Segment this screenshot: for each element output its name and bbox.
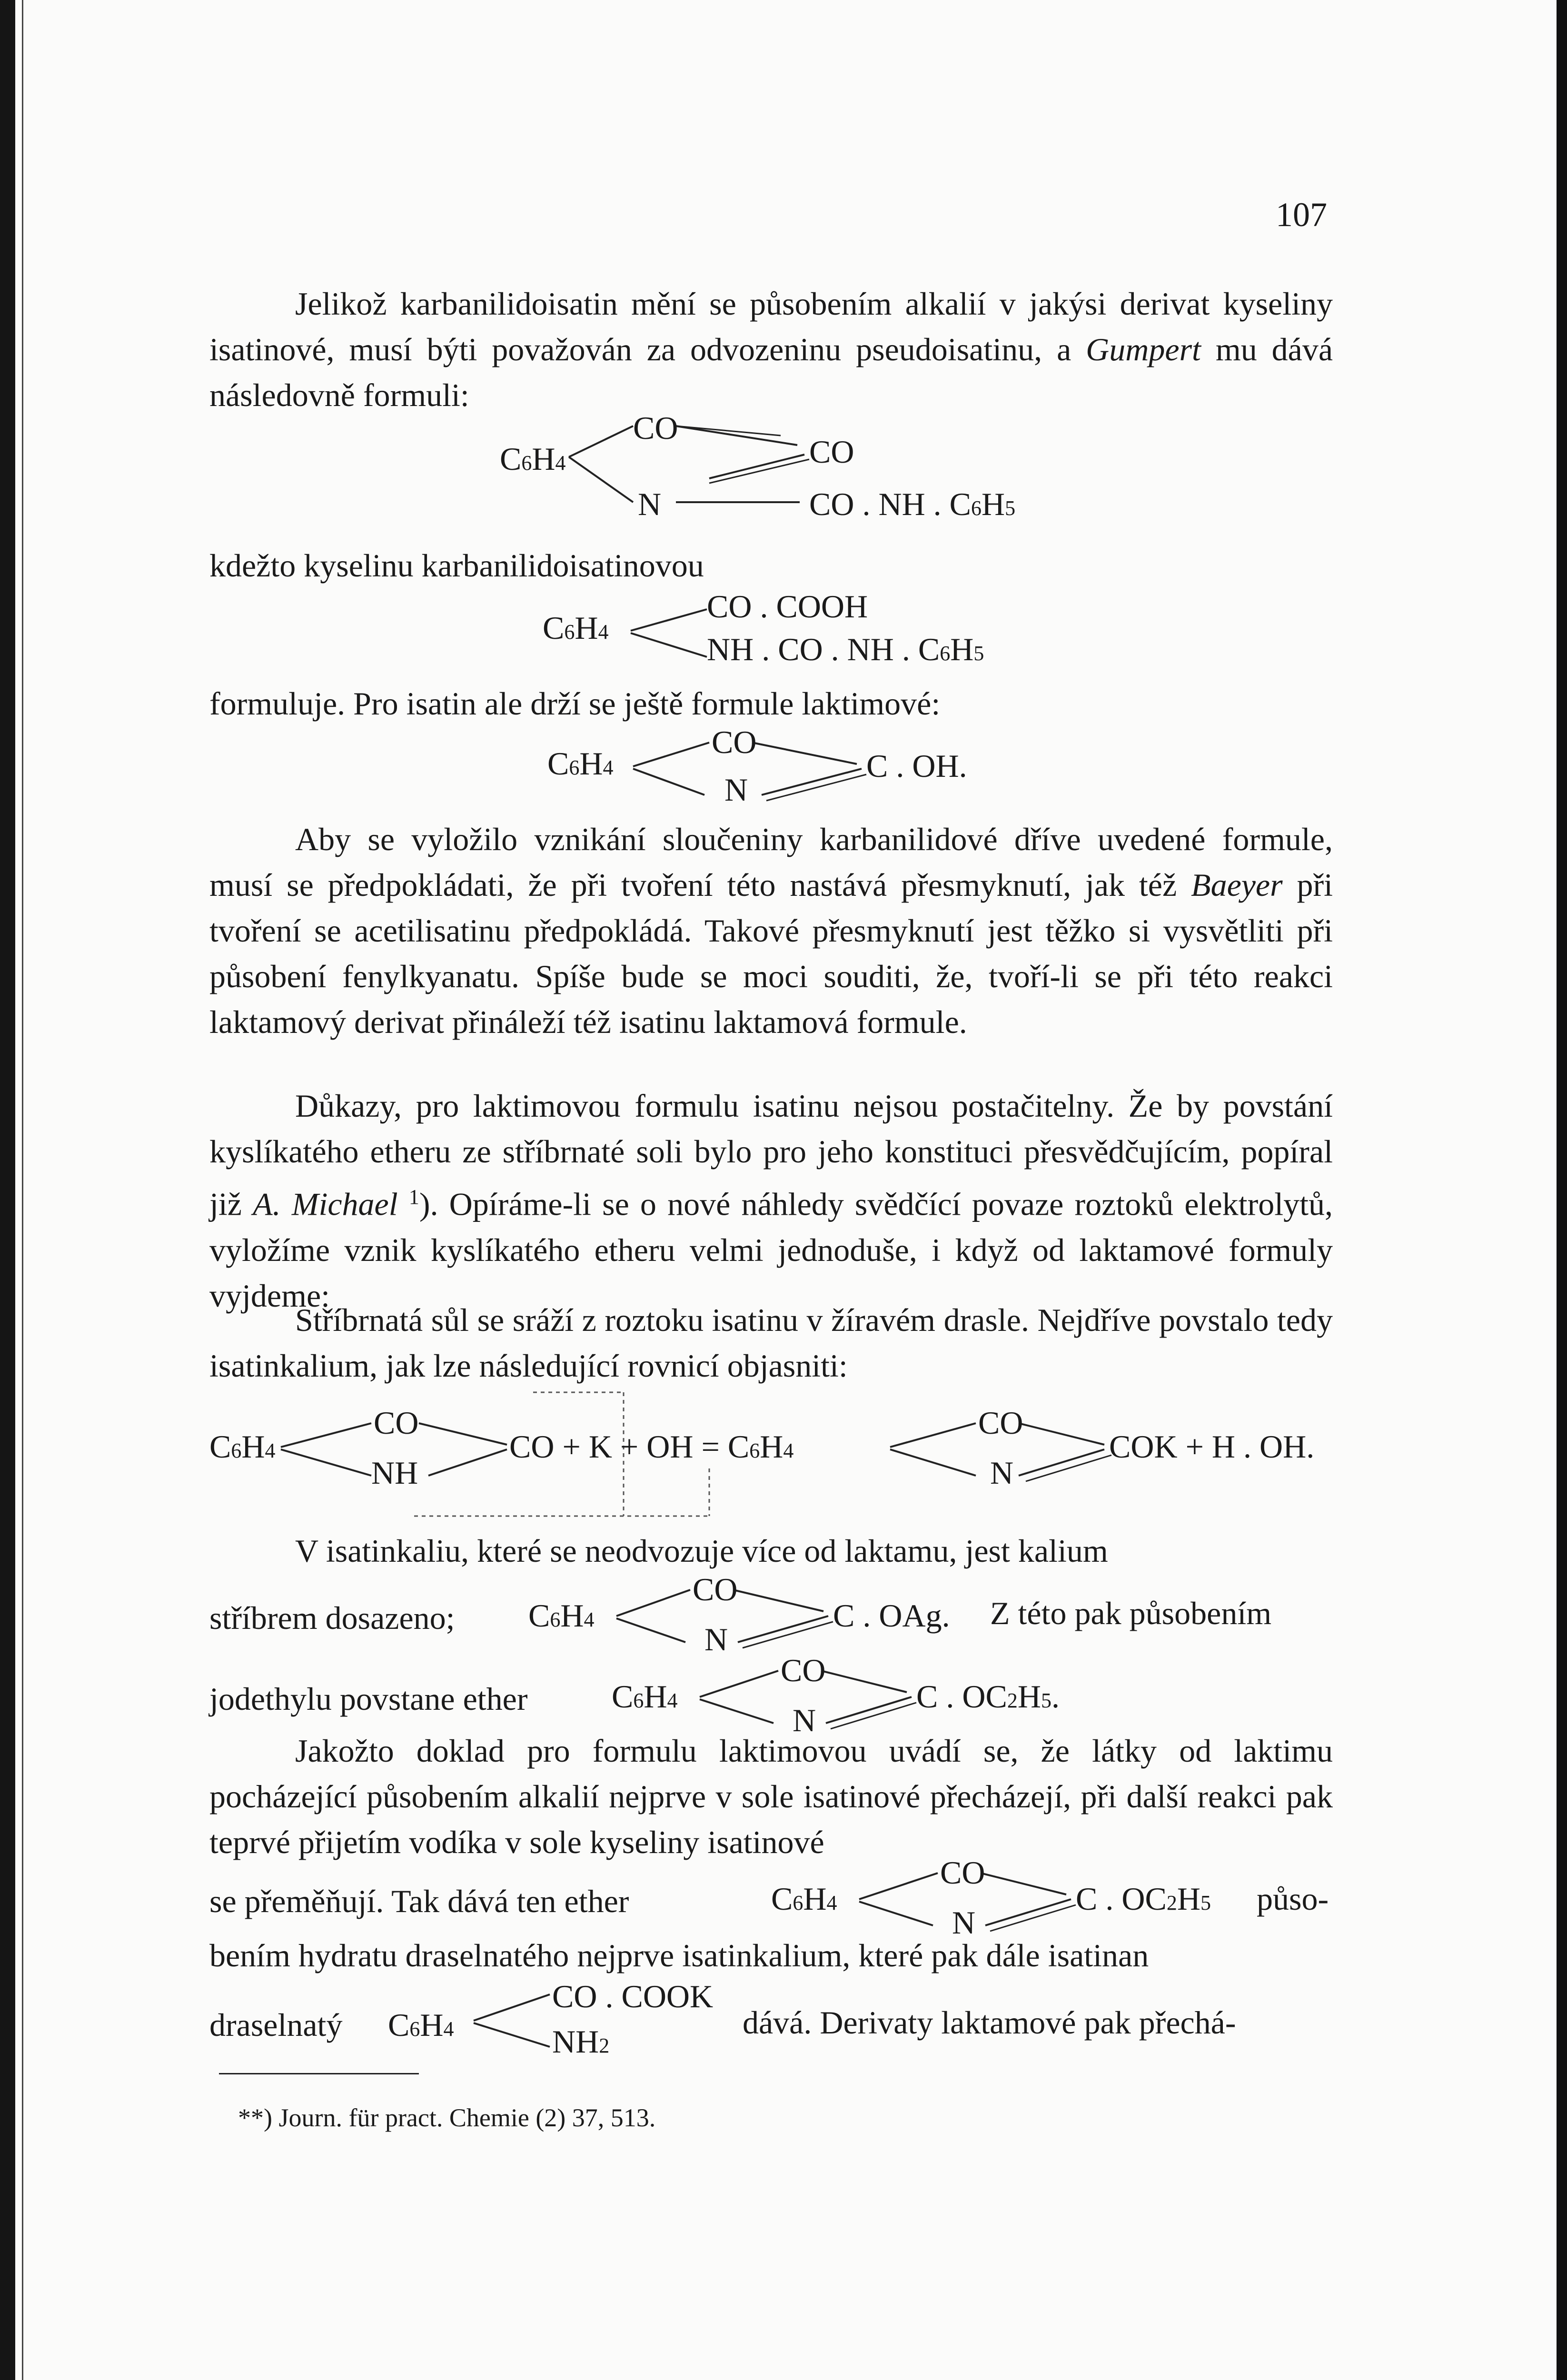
scan-edge-line xyxy=(22,0,23,2380)
f7-c6h4: C6H4 xyxy=(771,1881,837,1917)
footnote: **) Journ. für pract. Chemie (2) 37, 513. xyxy=(238,2103,656,2132)
f8-top: CO . COOK xyxy=(552,1978,714,2014)
formula-karbanilidoisatinova xyxy=(543,588,1066,674)
f6-co: CO xyxy=(781,1652,826,1688)
paragraph-3: formuluje. Pro isatin ale drží se ještě formule laktimové: xyxy=(209,685,941,722)
author-michael: A. Michael xyxy=(253,1186,398,1222)
f4-left-c6h4: C6H4 xyxy=(209,1428,276,1465)
f3-c6h4: C6H4 xyxy=(547,745,614,782)
paragraph-4: Aby se vyložilo vznikání sloučeniny karbanilidové dříve uvedené formule, musí se předpokládati, že při tvoření této nastává přesmyknutí, jak též Baeyer při tvoření se acetilisatinu předpokládá. Takové přesmyknutí jest těžko si vysvětliti při působení fenylkyanatu. Spíše bude se moci souditi, že, tvoří-li se při této reakci laktamový derivat přináleží též isatinu laktamová formule. xyxy=(209,821,1333,1040)
f4-left-nh: NH xyxy=(371,1455,418,1491)
f3-right: C . OH. xyxy=(866,748,967,784)
formula-pseudoisatin xyxy=(495,410,1114,543)
f3-co: CO xyxy=(712,724,757,760)
line-8-prefix: stříbrem dosazeno; xyxy=(209,1600,455,1636)
line-9-prefix: jodethylu povstane ether xyxy=(209,1681,528,1717)
f1-c6h4: C6H4 xyxy=(500,441,566,477)
scan-edge-right xyxy=(1557,0,1567,2380)
f2-top: CO . COOH xyxy=(707,588,868,625)
f6-n: N xyxy=(793,1702,816,1738)
scan-edge-left xyxy=(0,0,15,2380)
f6-right: C . OC2H5. xyxy=(916,1678,1060,1715)
f5-n: N xyxy=(704,1621,728,1657)
paragraph-12: bením hydratu draselnatého nejprve isatinkalium, které pak dále isatinan xyxy=(209,1937,1149,1973)
line-13-prefix: draselnatý xyxy=(209,2007,343,2043)
f4-mid: CO + K + OH = C6H4 xyxy=(509,1428,794,1465)
formula-silver-salt xyxy=(528,1571,957,1661)
line-13-suffix: dává. Derivaty laktamové pak přechá- xyxy=(743,2004,1236,2041)
paragraph-2: kdežto kyselinu karbanilidoisatinovou xyxy=(209,547,704,584)
f7-co: CO xyxy=(940,1854,985,1891)
paragraph-7: V isatinkaliu, které se neodvozuje více od laktamu, jest kalium xyxy=(295,1533,1108,1569)
footnote-ref: 1 xyxy=(408,1185,419,1209)
f4-right-co: CO xyxy=(978,1405,1023,1441)
f4-right-n: N xyxy=(990,1455,1014,1491)
f1-co-right: CO xyxy=(809,434,854,470)
f8-bottom: NH2 xyxy=(552,2023,610,2060)
line-11-suffix: půso- xyxy=(1257,1881,1329,1917)
formula-bonds xyxy=(495,419,1114,543)
formula-ether-2 xyxy=(771,1854,1247,1944)
f5-right: C . OAg. xyxy=(833,1597,950,1634)
paragraph-5: Důkazy, pro laktimovou formulu isatinu nejsou postačitelny. Že by povstání kyslíkatého etheru ze stříbrnaté soli bylo pro jeho konstituci přesvědčujícím, popíral již A. Michael $^1$). Opíráme-li se o nové náhledy svědčící povaze roztoků elektrolytů, vyložíme vznik kyslíkatého etheru velmi jednoduše, i když od laktamové formuly vyjdeme: xyxy=(209,1088,1333,1314)
f7-right: C . OC2H5 xyxy=(1076,1881,1211,1917)
f4-right: COK + H . OH. xyxy=(1109,1428,1315,1465)
f1-chain: CO . NH . C6H5 xyxy=(809,486,1016,522)
f8-c6h4: C6H4 xyxy=(388,2007,454,2043)
f6-c6h4: C6H4 xyxy=(612,1678,678,1715)
paragraph-6: Stříbrnatá sůl se sráží z roztoku isatinu v žíravém drasle. Nejdříve povstalo tedy isatinkalium, jak lze následující rovnicí objasniti: xyxy=(209,1302,1333,1384)
line-8-suffix: Z této pak působením xyxy=(990,1595,1272,1631)
formula-laktimova xyxy=(547,724,1023,814)
footnote-rule xyxy=(219,2073,419,2074)
formula-isatinan xyxy=(388,1975,769,2066)
f5-co: CO xyxy=(693,1571,738,1607)
line-11-prefix: se přeměňují. Tak dává ten ether xyxy=(209,1883,629,1919)
f2-bottom: NH . CO . NH . C6H5 xyxy=(707,631,984,667)
author-gumpert: Gumpert xyxy=(1086,331,1201,367)
author-baeyer: Baeyer xyxy=(1191,867,1283,903)
paragraph-1: Jelikož karbanilidoisatin mění se působením alkalií v jakýsi derivat kyseliny isatinové, musí býti považován za odvozeninu pseudoisatinu, a Gumpert mu dává následovně formuli: xyxy=(209,286,1333,413)
f1-n: N xyxy=(638,486,662,522)
page-number: 107 xyxy=(1276,196,1327,234)
f1-co-top: CO xyxy=(633,410,678,446)
f2-c6h4: C6H4 xyxy=(543,610,609,646)
f7-n: N xyxy=(952,1904,976,1941)
formula-isatinkalium-equation xyxy=(209,1397,1342,1540)
paragraph-10: Jakožto doklad pro formulu laktimovou uvádí se, že látky od laktimu pocházející působením alkalií nejprve v sole isatinové přecházejí, při další reakci pak teprvé přijetím vodíka v sole kyseliny isatinové xyxy=(209,1733,1333,1860)
f4-left-co: CO xyxy=(374,1405,419,1441)
f5-c6h4: C6H4 xyxy=(528,1597,595,1634)
f3-n: N xyxy=(724,772,748,808)
